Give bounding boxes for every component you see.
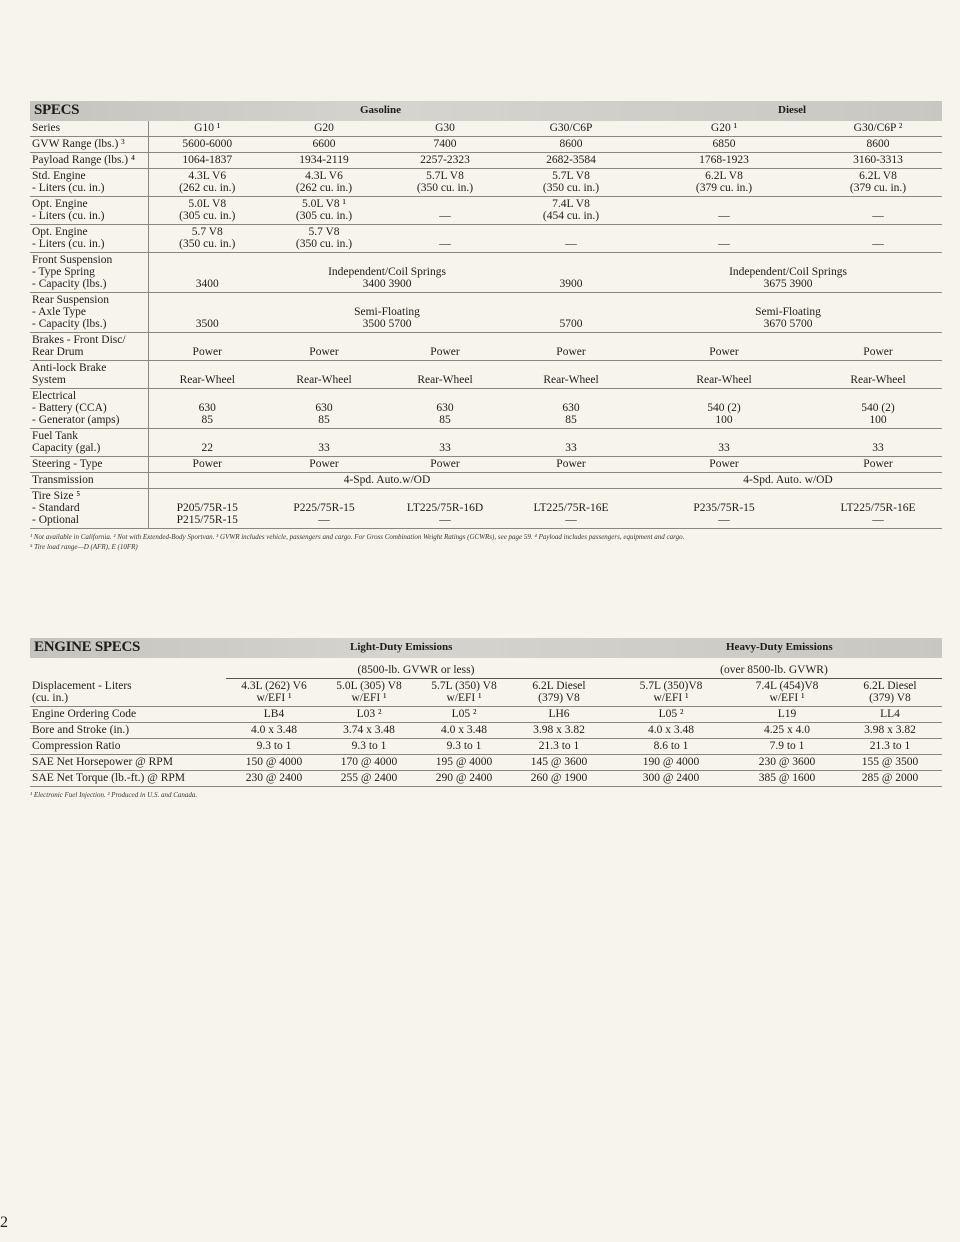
heavy-duty-subtitle: (over 8500-lb. GVWR)	[606, 658, 942, 679]
specs-cell: Independent/Coil Springs 3675 3900	[634, 253, 942, 293]
heavy-duty-group-label: Heavy-Duty Emissions	[726, 641, 833, 653]
specs-row	[30, 457, 942, 473]
specs-cell: 5.0L V8 ¹ (305 cu. in.)	[266, 197, 382, 225]
specs-cell: 6.2L V8 (379 cu. in.)	[634, 169, 814, 197]
specs-cell: Power	[148, 333, 266, 361]
specs-cell: Power	[148, 457, 266, 473]
specs-cell: Rear-Wheel	[634, 361, 814, 389]
specs-cell: —	[382, 225, 508, 253]
specs-cell: 540 (2) 100	[814, 389, 942, 429]
engine-cell: 4.3L (262) V6 w/EFI ¹	[226, 679, 322, 707]
engine-cell: 230 @ 3600	[736, 755, 838, 771]
engine-cell: L03 ²	[322, 707, 416, 723]
engine-cell: 260 @ 1900	[512, 771, 606, 787]
specs-row-label: Brakes - Front Disc/ Rear Drum	[30, 333, 148, 361]
engine-row-label: SAE Net Horsepower @ RPM	[30, 755, 226, 771]
engine-cell: 170 @ 4000	[322, 755, 416, 771]
specs-section	[30, 101, 942, 552]
engine-subheader	[30, 658, 942, 679]
specs-cell: —	[814, 197, 942, 225]
engine-cell: L19	[736, 707, 838, 723]
engine-cell: LL4	[838, 707, 942, 723]
specs-cell: 4-Spd. Auto.w/OD	[266, 473, 508, 489]
specs-row-label: Std. Engine - Liters (cu. in.)	[30, 169, 148, 197]
specs-cell: 630 85	[508, 389, 634, 429]
specs-cell: Power	[508, 333, 634, 361]
engine-cell: 9.3 to 1	[226, 739, 322, 755]
engine-cell: 21.3 to 1	[512, 739, 606, 755]
specs-cell: P225/75R-15 —	[266, 489, 382, 529]
engine-cell: 5.7L (350) V8 w/EFI ¹	[416, 679, 512, 707]
engine-cell: 3.98 x 3.82	[838, 723, 942, 739]
specs-cell: Independent/Coil Springs 3400 3900	[266, 253, 508, 293]
specs-cell: G30/C6P	[508, 121, 634, 137]
engine-cell: L05 ²	[416, 707, 512, 723]
specs-cell: 540 (2) 100	[634, 389, 814, 429]
specs-cell: 1934-2119	[266, 153, 382, 169]
specs-footnote-2: ⁵ Tire load range—D (AFR), E (10FR)	[30, 543, 138, 551]
engine-cell: LH6	[512, 707, 606, 723]
specs-cell: 3900	[508, 253, 634, 293]
engine-table	[30, 679, 942, 787]
specs-cell: LT225/75R-16D —	[382, 489, 508, 529]
specs-cell: Semi-Floating 3670 5700	[634, 293, 942, 333]
engine-cell: 3.74 x 3.48	[322, 723, 416, 739]
specs-cell: —	[382, 197, 508, 225]
specs-cell: 1064-1837	[148, 153, 266, 169]
gasoline-group-label: Gasoline	[360, 104, 401, 116]
specs-cell: LT225/75R-16E —	[508, 489, 634, 529]
specs-cell: —	[634, 225, 814, 253]
specs-row-label: Transmission	[30, 473, 148, 489]
specs-title: SPECS	[34, 102, 80, 118]
specs-row-label: Front Suspension - Type Spring - Capacity (lbs.)	[30, 253, 148, 293]
specs-row	[30, 225, 942, 253]
engine-footnote: ¹ Electronic Fuel Injection. ² Produced in U.S. and Canada.	[30, 791, 198, 799]
specs-cell: 3500	[148, 293, 266, 333]
engine-row	[30, 707, 942, 723]
specs-cell: 5600-6000	[148, 137, 266, 153]
specs-row	[30, 153, 942, 169]
engine-header-bar	[30, 638, 942, 658]
specs-cell: 4.3L V6 (262 cu. in.)	[266, 169, 382, 197]
specs-cell: Power	[382, 457, 508, 473]
page-number: 2	[0, 1214, 8, 1231]
specs-row	[30, 197, 942, 225]
engine-cell: 230 @ 2400	[226, 771, 322, 787]
specs-row-label: Opt. Engine - Liters (cu. in.)	[30, 197, 148, 225]
engine-row-label: SAE Net Torque (lb.-ft.) @ RPM	[30, 771, 226, 787]
specs-cell: Semi-Floating 3500 5700	[266, 293, 508, 333]
specs-header-bar	[30, 101, 942, 121]
specs-cell: 7400	[382, 137, 508, 153]
specs-cell: 5.0L V8 (305 cu. in.)	[148, 197, 266, 225]
engine-cell: 3.98 x 3.82	[512, 723, 606, 739]
specs-cell: 8600	[508, 137, 634, 153]
specs-row	[30, 473, 942, 489]
specs-row	[30, 361, 942, 389]
engine-cell: 9.3 to 1	[322, 739, 416, 755]
specs-row-label: Opt. Engine - Liters (cu. in.)	[30, 225, 148, 253]
specs-cell: 630 85	[148, 389, 266, 429]
engine-cell: 9.3 to 1	[416, 739, 512, 755]
specs-row	[30, 333, 942, 361]
specs-cell: —	[814, 225, 942, 253]
specs-row	[30, 489, 942, 529]
specs-cell: —	[634, 197, 814, 225]
engine-cell: 285 @ 2000	[838, 771, 942, 787]
specs-cell: P235/75R-15 —	[634, 489, 814, 529]
engine-cell: 7.4L (454)V8 w/EFI ¹	[736, 679, 838, 707]
specs-row	[30, 389, 942, 429]
specs-cell: Power	[266, 457, 382, 473]
specs-cell: 5.7 V8 (350 cu. in.)	[266, 225, 382, 253]
specs-cell: Rear-Wheel	[508, 361, 634, 389]
engine-row	[30, 739, 942, 755]
specs-cell: 630 85	[266, 389, 382, 429]
specs-cell: Rear-Wheel	[266, 361, 382, 389]
specs-cell: Power	[634, 333, 814, 361]
specs-cell: 33	[814, 429, 942, 457]
engine-row-label: Displacement - Liters (cu. in.)	[30, 679, 226, 707]
specs-cell	[508, 473, 634, 489]
engine-cell: 5.7L (350)V8 w/EFI ¹	[606, 679, 736, 707]
engine-cell: 7.9 to 1	[736, 739, 838, 755]
engine-row	[30, 771, 942, 787]
specs-cell: 7.4L V8 (454 cu. in.)	[508, 197, 634, 225]
specs-cell: 630 85	[382, 389, 508, 429]
specs-cell: —	[508, 225, 634, 253]
specs-table	[30, 121, 942, 529]
specs-cell: 22	[148, 429, 266, 457]
specs-row	[30, 137, 942, 153]
specs-row	[30, 429, 942, 457]
specs-cell: 2682-3584	[508, 153, 634, 169]
specs-cell: Rear-Wheel	[148, 361, 266, 389]
specs-row	[30, 169, 942, 197]
engine-cell: 190 @ 4000	[606, 755, 736, 771]
light-duty-group-label: Light-Duty Emissions	[350, 641, 453, 653]
specs-cell: 33	[634, 429, 814, 457]
engine-cell: 150 @ 4000	[226, 755, 322, 771]
specs-cell: G30/C6P ²	[814, 121, 942, 137]
specs-cell: 33	[508, 429, 634, 457]
diesel-group-label: Diesel	[778, 104, 807, 116]
engine-cell: 145 @ 3600	[512, 755, 606, 771]
specs-row-label: Payload Range (lbs.) ⁴	[30, 153, 148, 169]
engine-row	[30, 755, 942, 771]
light-duty-subtitle: (8500-lb. GVWR or less)	[226, 658, 606, 679]
engine-cell: 21.3 to 1	[838, 739, 942, 755]
engine-specs-section	[30, 638, 942, 800]
engine-row-label: Compression Ratio	[30, 739, 226, 755]
specs-cell: 4.3L V6 (262 cu. in.)	[148, 169, 266, 197]
specs-cell: 4-Spd. Auto. w/OD	[634, 473, 942, 489]
engine-row	[30, 723, 942, 739]
specs-row	[30, 293, 942, 333]
engine-cell: 290 @ 2400	[416, 771, 512, 787]
engine-cell: 300 @ 2400	[606, 771, 736, 787]
engine-cell: 6.2L Diesel (379) V8	[838, 679, 942, 707]
specs-cell: Power	[266, 333, 382, 361]
engine-cell: 195 @ 4000	[416, 755, 512, 771]
specs-cell: Rear-Wheel	[814, 361, 942, 389]
specs-row-label: Electrical - Battery (CCA) - Generator (amps)	[30, 389, 148, 429]
specs-cell: Rear-Wheel	[382, 361, 508, 389]
specs-cell: 6850	[634, 137, 814, 153]
specs-cell: 33	[382, 429, 508, 457]
specs-cell: 8600	[814, 137, 942, 153]
specs-cell: G30	[382, 121, 508, 137]
engine-cell: 4.25 x 4.0	[736, 723, 838, 739]
specs-cell: P205/75R-15 P215/75R-15	[148, 489, 266, 529]
specs-cell: 3160-3313	[814, 153, 942, 169]
engine-row-label: Engine Ordering Code	[30, 707, 226, 723]
specs-row-label: Fuel Tank Capacity (gal.)	[30, 429, 148, 457]
specs-cell: G10 ¹	[148, 121, 266, 137]
specs-row-label: Series	[30, 121, 148, 137]
specs-row	[30, 121, 942, 137]
specs-cell: G20 ¹	[634, 121, 814, 137]
specs-cell: 6600	[266, 137, 382, 153]
specs-cell: Power	[814, 333, 942, 361]
specs-row-label: Steering - Type	[30, 457, 148, 473]
engine-cell: 385 @ 1600	[736, 771, 838, 787]
specs-cell: Power	[382, 333, 508, 361]
specs-cell: 5700	[508, 293, 634, 333]
engine-cell: 4.0 x 3.48	[606, 723, 736, 739]
specs-row-label: Rear Suspension - Axle Type - Capacity (lbs.)	[30, 293, 148, 333]
engine-row	[30, 679, 942, 707]
specs-cell: Power	[508, 457, 634, 473]
specs-cell: 2257-2323	[382, 153, 508, 169]
engine-cell: 6.2L Diesel (379) V8	[512, 679, 606, 707]
specs-cell: 1768-1923	[634, 153, 814, 169]
specs-row-label: Anti-lock Brake System	[30, 361, 148, 389]
engine-cell: 4.0 x 3.48	[226, 723, 322, 739]
engine-cell: L05 ²	[606, 707, 736, 723]
specs-row	[30, 253, 942, 293]
engine-cell: 8.6 to 1	[606, 739, 736, 755]
specs-footnote-1: ¹ Not available in California. ² Not with Extended-Body Sportvan. ³ GVWR includes vehicle, passengers and cargo. For Gross Combination Weight Ratings (GCWRs), see page 59. ⁴ Payload includes passengers, equipment and cargo.	[30, 533, 685, 541]
specs-cell: Power	[634, 457, 814, 473]
engine-cell: 155 @ 3500	[838, 755, 942, 771]
specs-cell: 5.7 V8 (350 cu. in.)	[148, 225, 266, 253]
specs-row-label: GVW Range (lbs.) ³	[30, 137, 148, 153]
specs-cell: 33	[266, 429, 382, 457]
specs-cell: 6.2L V8 (379 cu. in.)	[814, 169, 942, 197]
engine-cell: 4.0 x 3.48	[416, 723, 512, 739]
engine-cell: 5.0L (305) V8 w/EFI ¹	[322, 679, 416, 707]
specs-cell: 3400	[148, 253, 266, 293]
engine-row-label: Bore and Stroke (in.)	[30, 723, 226, 739]
specs-cell: 5.7L V8 (350 cu. in.)	[382, 169, 508, 197]
specs-cell: LT225/75R-16E —	[814, 489, 942, 529]
specs-row-label: Tire Size ⁵ - Standard - Optional	[30, 489, 148, 529]
specs-cell: Power	[814, 457, 942, 473]
engine-title: ENGINE SPECS	[34, 639, 141, 655]
engine-cell: 255 @ 2400	[322, 771, 416, 787]
specs-cell	[148, 473, 266, 489]
specs-cell: 5.7L V8 (350 cu. in.)	[508, 169, 634, 197]
engine-cell: LB4	[226, 707, 322, 723]
specs-cell: G20	[266, 121, 382, 137]
